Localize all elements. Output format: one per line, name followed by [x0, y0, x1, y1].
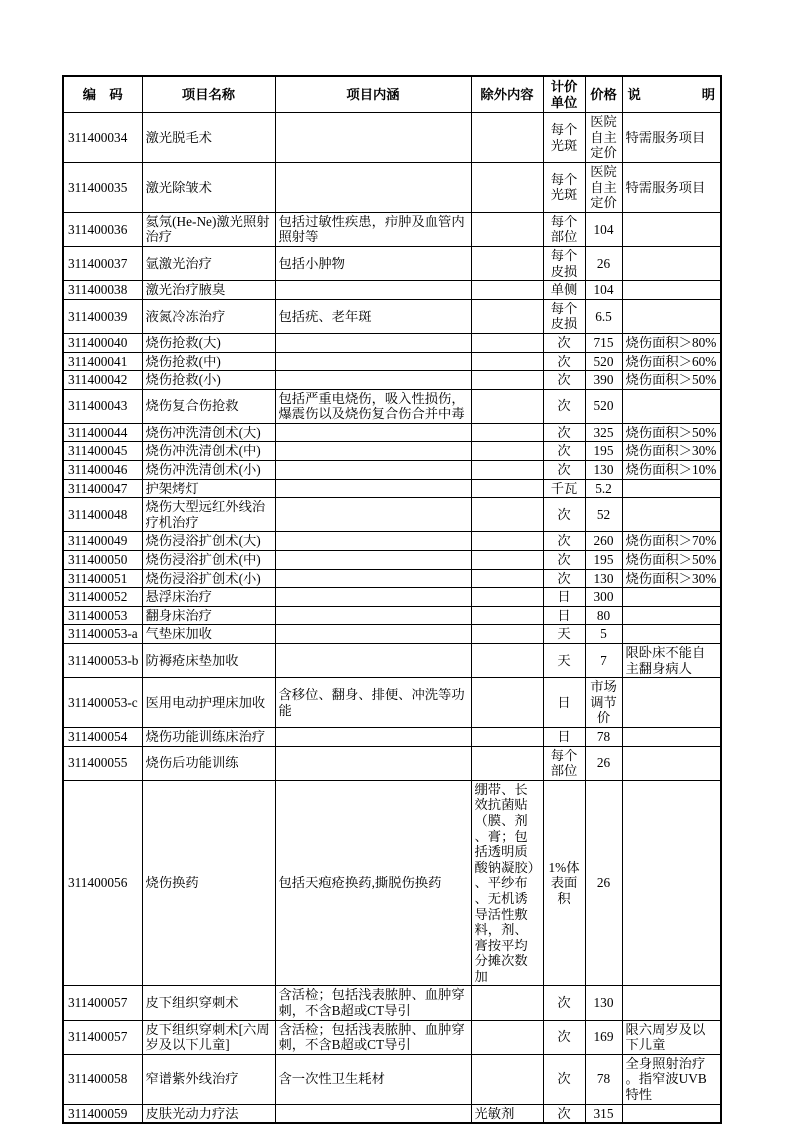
- cell-code: 311400035: [63, 162, 142, 212]
- cell-excluded: [471, 746, 543, 780]
- table-row: [63, 423, 721, 442]
- cell-price: 104: [585, 281, 622, 300]
- cell-price: 325: [585, 423, 622, 442]
- cell-code: 311400053-b: [63, 644, 142, 678]
- cell-excluded: [471, 479, 543, 498]
- cell-unit: 日: [543, 678, 585, 728]
- cell-note: [622, 299, 721, 333]
- cell-excluded: [471, 352, 543, 371]
- cell-excluded: 光敏剂: [471, 1104, 543, 1123]
- cell-excluded: [471, 606, 543, 625]
- cell-code: 311400053: [63, 606, 142, 625]
- cell-code: 311400040: [63, 333, 142, 352]
- cell-note: 烧伤面积＞50%: [622, 371, 721, 390]
- cell-content: [275, 727, 471, 746]
- cell-code: 311400041: [63, 352, 142, 371]
- cell-code: 311400036: [63, 212, 142, 246]
- header-content: 项目内涵: [275, 76, 471, 113]
- cell-note: [622, 746, 721, 780]
- header-code: 编 码: [63, 76, 142, 113]
- cell-unit: 次: [543, 532, 585, 551]
- cell-code: 311400053-a: [63, 625, 142, 644]
- table-row: [63, 532, 721, 551]
- cell-unit: 每个部位: [543, 746, 585, 780]
- table-row: [63, 606, 721, 625]
- table-row: [63, 644, 721, 678]
- cell-content: [275, 498, 471, 532]
- table-row: [63, 113, 721, 163]
- cell-unit: 单侧: [543, 281, 585, 300]
- cell-note: [622, 606, 721, 625]
- table-row: [63, 746, 721, 780]
- cell-unit: 次: [543, 569, 585, 588]
- cell-price: 78: [585, 1054, 622, 1104]
- cell-excluded: [471, 423, 543, 442]
- cell-content: [275, 644, 471, 678]
- cell-content: 含一次性卫生耗材: [275, 1054, 471, 1104]
- table-row: [63, 727, 721, 746]
- cell-unit: 每个光斑: [543, 113, 585, 163]
- cell-unit: 次: [543, 461, 585, 480]
- table-row: [63, 281, 721, 300]
- cell-note: 烧伤面积＞60%: [622, 352, 721, 371]
- cell-note: [622, 986, 721, 1020]
- medical-service-price-table: [62, 75, 722, 1124]
- table-row: [63, 246, 721, 280]
- cell-excluded: [471, 727, 543, 746]
- cell-price: 26: [585, 246, 622, 280]
- cell-code: 311400058: [63, 1054, 142, 1104]
- cell-note: 烧伤面积＞70%: [622, 532, 721, 551]
- table-row: [63, 299, 721, 333]
- cell-note: 烧伤面积＞50%: [622, 423, 721, 442]
- cell-price: 195: [585, 442, 622, 461]
- cell-price: 市场调节价: [585, 678, 622, 728]
- cell-unit: 次: [543, 389, 585, 423]
- cell-excluded: [471, 1020, 543, 1054]
- cell-code: 311400050: [63, 551, 142, 570]
- table-row: [63, 1104, 721, 1123]
- cell-code: 311400037: [63, 246, 142, 280]
- cell-content: 包括天疱疮换药,撕脱伤换药: [275, 780, 471, 986]
- cell-name: 烧伤抢救(中): [142, 352, 275, 371]
- cell-content: [275, 746, 471, 780]
- cell-code: 311400054: [63, 727, 142, 746]
- table-row: [63, 625, 721, 644]
- cell-unit: 日: [543, 588, 585, 607]
- cell-excluded: [471, 625, 543, 644]
- cell-excluded: [471, 551, 543, 570]
- cell-name: 翻身床治疗: [142, 606, 275, 625]
- cell-unit: 日: [543, 727, 585, 746]
- cell-unit: 每个光斑: [543, 162, 585, 212]
- cell-unit: 天: [543, 625, 585, 644]
- cell-unit: 天: [543, 644, 585, 678]
- cell-content: 包括小肿物: [275, 246, 471, 280]
- cell-unit: 每个皮损: [543, 299, 585, 333]
- cell-excluded: [471, 212, 543, 246]
- cell-price: 520: [585, 352, 622, 371]
- cell-unit: 次: [543, 1020, 585, 1054]
- table-row: [63, 461, 721, 480]
- cell-name: 激光脱毛术: [142, 113, 275, 163]
- cell-note: [622, 479, 721, 498]
- table-row: [63, 588, 721, 607]
- cell-price: 医院自主定价: [585, 162, 622, 212]
- cell-unit: 每个皮损: [543, 246, 585, 280]
- table-row: [63, 389, 721, 423]
- cell-name: 烧伤复合伤抢救: [142, 389, 275, 423]
- cell-name: 激光治疗腋臭: [142, 281, 275, 300]
- table-row: [63, 479, 721, 498]
- cell-excluded: [471, 461, 543, 480]
- table-row: [63, 551, 721, 570]
- cell-content: [275, 588, 471, 607]
- cell-note: [622, 389, 721, 423]
- cell-unit: 次: [543, 1104, 585, 1123]
- cell-content: 包括疣、老年斑: [275, 299, 471, 333]
- cell-note: 特需服务项目: [622, 162, 721, 212]
- cell-code: 311400046: [63, 461, 142, 480]
- cell-price: 130: [585, 986, 622, 1020]
- cell-price: 390: [585, 371, 622, 390]
- cell-name: 窄谱紫外线治疗: [142, 1054, 275, 1104]
- cell-unit: 次: [543, 442, 585, 461]
- cell-code: 311400043: [63, 389, 142, 423]
- cell-note: 烧伤面积＞30%: [622, 442, 721, 461]
- cell-unit: 次: [543, 333, 585, 352]
- cell-unit: 次: [543, 423, 585, 442]
- cell-name: 护架烤灯: [142, 479, 275, 498]
- cell-name: 氦氖(He-Ne)激光照射治疗: [142, 212, 275, 246]
- cell-price: 52: [585, 498, 622, 532]
- cell-content: [275, 551, 471, 570]
- cell-code: 311400044: [63, 423, 142, 442]
- cell-price: 715: [585, 333, 622, 352]
- cell-price: 26: [585, 780, 622, 986]
- cell-code: 311400055: [63, 746, 142, 780]
- cell-note: 全身照射治疗。指窄波UVB特性: [622, 1054, 721, 1104]
- cell-note: [622, 1104, 721, 1123]
- cell-note: 烧伤面积＞80%: [622, 333, 721, 352]
- cell-unit: 每个部位: [543, 212, 585, 246]
- cell-code: 311400052: [63, 588, 142, 607]
- cell-name: 烧伤抢救(大): [142, 333, 275, 352]
- cell-price: 260: [585, 532, 622, 551]
- cell-name: 皮肤光动力疗法: [142, 1104, 275, 1123]
- cell-content: [275, 569, 471, 588]
- table-row: [63, 352, 721, 371]
- cell-unit: 次: [543, 1054, 585, 1104]
- cell-unit: 1%体表面积: [543, 780, 585, 986]
- cell-content: [275, 333, 471, 352]
- cell-excluded: [471, 986, 543, 1020]
- cell-price: 130: [585, 569, 622, 588]
- table-row: [63, 780, 721, 986]
- cell-code: 311400042: [63, 371, 142, 390]
- cell-price: 26: [585, 746, 622, 780]
- cell-price: 195: [585, 551, 622, 570]
- cell-unit: 日: [543, 606, 585, 625]
- cell-content: [275, 162, 471, 212]
- table-row: [63, 1054, 721, 1104]
- cell-name: 医用电动护理床加收: [142, 678, 275, 728]
- cell-content: 包括过敏性疾患，疖肿及血管内照射等: [275, 212, 471, 246]
- cell-excluded: [471, 113, 543, 163]
- cell-code: 311400051: [63, 569, 142, 588]
- cell-content: [275, 113, 471, 163]
- cell-content: [275, 423, 471, 442]
- cell-name: 烧伤抢救(小): [142, 371, 275, 390]
- cell-code: 311400048: [63, 498, 142, 532]
- cell-name: 烧伤浸浴扩创术(小): [142, 569, 275, 588]
- cell-note: [622, 625, 721, 644]
- cell-unit: 千瓦: [543, 479, 585, 498]
- cell-content: [275, 281, 471, 300]
- cell-content: 包括严重电烧伤，吸入性损伤，爆震伤以及烧伤复合伤合并中毒: [275, 389, 471, 423]
- cell-name: 烧伤大型远红外线治疗机治疗: [142, 498, 275, 532]
- cell-note: 烧伤面积＞30%: [622, 569, 721, 588]
- cell-excluded: [471, 498, 543, 532]
- cell-note: [622, 281, 721, 300]
- cell-price: 169: [585, 1020, 622, 1054]
- table-body: [63, 113, 721, 1124]
- cell-excluded: [471, 333, 543, 352]
- cell-excluded: [471, 389, 543, 423]
- cell-code: 311400038: [63, 281, 142, 300]
- table-row: [63, 162, 721, 212]
- cell-code: 311400049: [63, 532, 142, 551]
- cell-excluded: 绷带、长效抗菌贴（膜、剂、膏；包括透明质酸钠凝胶）、平纱布、无机诱导活性敷料，剂、膏按平均分摊次数加: [471, 780, 543, 986]
- cell-note: [622, 246, 721, 280]
- cell-code: 311400053-c: [63, 678, 142, 728]
- header-row: [63, 76, 721, 113]
- cell-note: [622, 780, 721, 986]
- cell-note: [622, 588, 721, 607]
- cell-code: 311400034: [63, 113, 142, 163]
- table-row: [63, 442, 721, 461]
- table-row: [63, 986, 721, 1020]
- table-row: [63, 212, 721, 246]
- table-row: [63, 1020, 721, 1054]
- cell-price: 80: [585, 606, 622, 625]
- cell-price: 130: [585, 461, 622, 480]
- cell-name: 烧伤冲洗清创术(中): [142, 442, 275, 461]
- cell-name: 皮下组织穿刺术: [142, 986, 275, 1020]
- cell-name: 防褥疮床垫加收: [142, 644, 275, 678]
- cell-content: [275, 1104, 471, 1123]
- cell-content: 含活检；包括浅表脓肿、血肿穿刺，不含B超或CT导引: [275, 986, 471, 1020]
- cell-excluded: [471, 532, 543, 551]
- table-row: [63, 333, 721, 352]
- cell-unit: 次: [543, 371, 585, 390]
- cell-unit: 次: [543, 352, 585, 371]
- cell-excluded: [471, 644, 543, 678]
- cell-price: 520: [585, 389, 622, 423]
- cell-name: 液氮冷冻治疗: [142, 299, 275, 333]
- cell-price: 104: [585, 212, 622, 246]
- cell-note: [622, 727, 721, 746]
- cell-code: 311400057: [63, 1020, 142, 1054]
- table-row: [63, 371, 721, 390]
- cell-name: 烧伤功能训练床治疗: [142, 727, 275, 746]
- cell-content: [275, 352, 471, 371]
- cell-code: 311400047: [63, 479, 142, 498]
- cell-excluded: [471, 281, 543, 300]
- cell-price: 6.5: [585, 299, 622, 333]
- cell-code: 311400039: [63, 299, 142, 333]
- table-row: [63, 678, 721, 728]
- cell-content: 含活检；包括浅表脓肿、血肿穿刺，不含B超或CT导引: [275, 1020, 471, 1054]
- cell-name: 皮下组织穿刺术[六周岁及以下儿童]: [142, 1020, 275, 1054]
- cell-unit: 次: [543, 986, 585, 1020]
- header-price: 价格: [585, 76, 622, 113]
- cell-unit: 次: [543, 551, 585, 570]
- cell-note: 烧伤面积＞10%: [622, 461, 721, 480]
- cell-content: [275, 532, 471, 551]
- cell-price: 7: [585, 644, 622, 678]
- cell-content: [275, 606, 471, 625]
- cell-name: 悬浮床治疗: [142, 588, 275, 607]
- cell-excluded: [471, 442, 543, 461]
- cell-excluded: [471, 588, 543, 607]
- header-name: 项目名称: [142, 76, 275, 113]
- cell-note: [622, 212, 721, 246]
- cell-name: 激光除皱术: [142, 162, 275, 212]
- cell-note: 限卧床不能自主翻身病人: [622, 644, 721, 678]
- cell-excluded: [471, 299, 543, 333]
- cell-name: 气垫床加收: [142, 625, 275, 644]
- cell-excluded: [471, 1054, 543, 1104]
- cell-name: 烧伤后功能训练: [142, 746, 275, 780]
- header-note: 说明: [622, 76, 721, 113]
- cell-price: 315: [585, 1104, 622, 1123]
- cell-name: 烧伤冲洗清创术(小): [142, 461, 275, 480]
- cell-content: [275, 479, 471, 498]
- cell-content: [275, 625, 471, 644]
- cell-excluded: [471, 162, 543, 212]
- cell-name: 烧伤浸浴扩创术(中): [142, 551, 275, 570]
- cell-code: 311400045: [63, 442, 142, 461]
- cell-note: 特需服务项目: [622, 113, 721, 163]
- cell-price: 5.2: [585, 479, 622, 498]
- cell-content: [275, 371, 471, 390]
- cell-price: 78: [585, 727, 622, 746]
- table-header: [63, 76, 721, 113]
- cell-name: 氩激光治疗: [142, 246, 275, 280]
- table-row: [63, 498, 721, 532]
- cell-content: 含移位、翻身、排便、冲洗等功能: [275, 678, 471, 728]
- cell-excluded: [471, 371, 543, 390]
- cell-name: 烧伤冲洗清创术(大): [142, 423, 275, 442]
- cell-excluded: [471, 678, 543, 728]
- header-unit: 计价单位: [543, 76, 585, 113]
- cell-note: [622, 678, 721, 728]
- cell-name: 烧伤换药: [142, 780, 275, 986]
- cell-note: [622, 498, 721, 532]
- cell-unit: 次: [543, 498, 585, 532]
- cell-code: 311400059: [63, 1104, 142, 1123]
- cell-note: 限六周岁及以下儿童: [622, 1020, 721, 1054]
- table-row: [63, 569, 721, 588]
- cell-price: 医院自主定价: [585, 113, 622, 163]
- cell-excluded: [471, 569, 543, 588]
- cell-code: 311400057: [63, 986, 142, 1020]
- header-excluded: 除外内容: [471, 76, 543, 113]
- cell-excluded: [471, 246, 543, 280]
- cell-price: 5: [585, 625, 622, 644]
- cell-note: 烧伤面积＞50%: [622, 551, 721, 570]
- cell-content: [275, 461, 471, 480]
- cell-name: 烧伤浸浴扩创术(大): [142, 532, 275, 551]
- cell-code: 311400056: [63, 780, 142, 986]
- cell-price: 300: [585, 588, 622, 607]
- cell-content: [275, 442, 471, 461]
